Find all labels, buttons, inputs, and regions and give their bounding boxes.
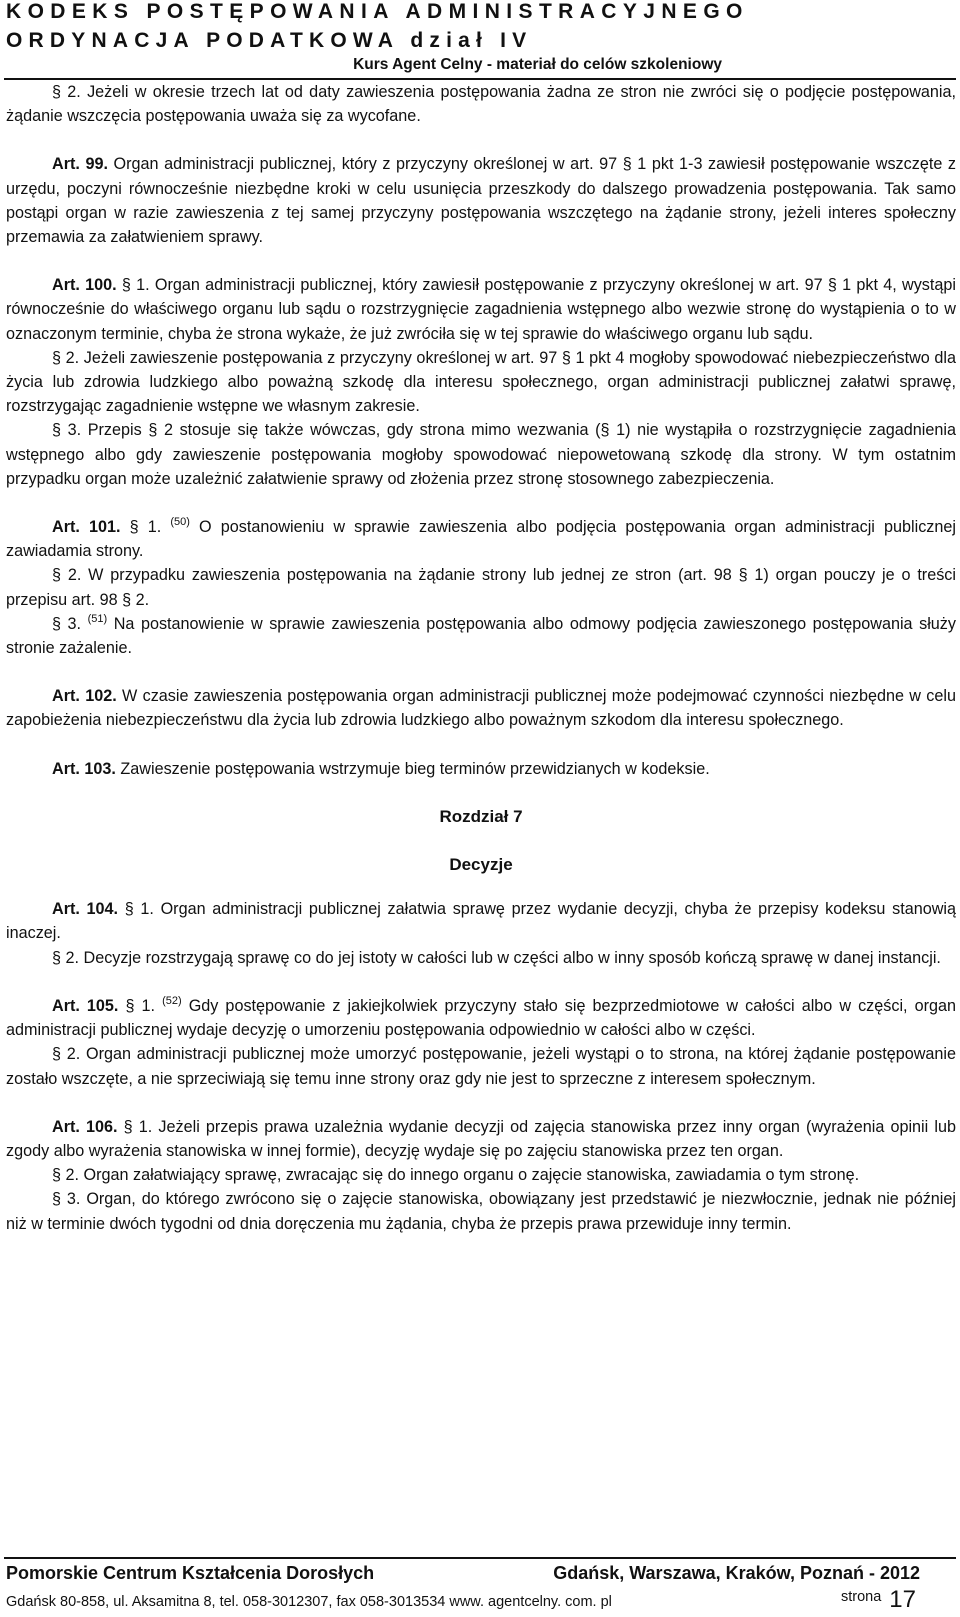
footer-organization: Pomorskie Centrum Kształcenia Dorosłych	[6, 1563, 375, 1583]
article-text: Organ administracji publicznej, który z przyczyny określonej w art. 97 § 1 pkt 1-3 zawiesił postępowanie wszczęte z urzędu, poczyni równocześnie niezbędne kroki w celu usunięcia przeszkody do dalszego prowadzenia postępowania. Tak samo postąpi organ w razie zawieszenia z tej samej przyczyny postępowania wszczętego na żądanie strony, jeżeli interes społeczny przemawia za załatwieniem sprawy.	[6, 155, 956, 247]
article-100-p2: § 2. Jeżeli zawieszenie postępowania z przyczyny określonej w art. 97 § 1 pkt 4 mogłoby spowodować niebezpieczeństwo dla życia lub zdrowia ludzkiego albo poważną szkodę dla interesu społecznego, organ administracji publicznej załatwi sprawę, rozstrzygając zagadnienie wstępne we własnym zakresie.	[6, 348, 956, 416]
article-text: Na postanowienie w sprawie zawieszenia postępowania albo odmowy podjęcia zawieszonego postępowania służy stronie zażalenie.	[6, 614, 956, 658]
article-101	[6, 515, 956, 563]
article-number: Art. 106.	[52, 1117, 118, 1136]
article-text: § 1. Organ administracji publicznej, który zawiesił postępowanie z przyczyny określonej w art. 97 § 1 pkt 4, wystąpi równocześnie do właściwego organu lub sądu o rozstrzygnięcie zagadnienia wstępnego albo wezwie stronę do wystąpienia o to w oznaczonym terminie, chyba że strona wykaże, że już zwróciła się w tej sprawie do właściwego organu lub sądu.	[6, 276, 956, 343]
article-99	[6, 152, 956, 249]
article-100	[6, 273, 956, 346]
footer-divider	[4, 1557, 956, 1559]
header-title: KODEKS POSTĘPOWANIA ADMINISTRACYJNEGO	[6, 0, 749, 23]
article-number: Art. 105.	[52, 996, 119, 1015]
footnote-ref: (50)	[170, 516, 190, 529]
article-104-p2: § 2. Decyzje rozstrzygają sprawę co do jej istoty w całości lub w części albo w inny sposób kończą sprawę w danej instancji.	[52, 948, 941, 967]
paragraph-art98-p2: § 2. Jeżeli w okresie trzech lat od daty zawieszenia postępowania żadna ze stron nie zwróci się o podjęcie postępowania, żądanie wszczęcia postępowania uważa się za wycofane.	[6, 83, 956, 126]
page-number: 17	[889, 1586, 916, 1613]
paragraph-lead: § 1.	[118, 996, 163, 1015]
footnote-ref: (52)	[162, 994, 182, 1007]
article-103	[6, 757, 956, 781]
article-106	[6, 1115, 956, 1163]
article-text: O postanowieniu w sprawie zawieszenia albo podjęcia postępowania organ administracji publicznej zawiadamia strony.	[6, 518, 957, 561]
paragraph-lead: § 3.	[52, 614, 88, 633]
header-course-note: Kurs Agent Celny - materiał do celów szkoleniowy	[353, 56, 722, 73]
document-body	[6, 80, 956, 1236]
page-label: strona	[840, 1589, 882, 1605]
page-indicator	[841, 1586, 916, 1614]
article-number: Art. 99.	[52, 155, 108, 174]
footnote-ref: (51)	[87, 612, 108, 625]
footer-address: Gdańsk 80-858, ul. Aksamitna 8, tel. 058-3012307, fax 058-3013534 www. agentcelny. com. pl	[6, 1594, 612, 1610]
article-number: Art. 102.	[52, 687, 117, 706]
article-number: Art. 103.	[52, 759, 116, 778]
article-text: § 1. Organ administracji publicznej załatwia sprawę przez wydanie decyzji, chyba że przepisy kodeksu stanowią inaczej.	[6, 900, 956, 943]
article-106-p3: § 3. Organ, do którego zwrócono się o zajęcie stanowiska, obowiązany jest przedstawić je niezwłocznie, jednak nie później niż w terminie dwóch tygodni od dnia doręczenia mu żądania, chyba że przepis prawa przewiduje inny termin.	[6, 1190, 956, 1233]
article-101-p2: § 2. W przypadku zawieszenia postępowania na żądanie strony lub jednej ze stron (art. 98 § 1) organ pouczy je o treści przepisu art. 98 § 2.	[6, 566, 956, 609]
article-text: Zawieszenie postępowania wstrzymuje bieg terminów przewidzianych w kodeksie.	[115, 759, 710, 778]
article-text: § 1. Jeżeli przepis prawa uzależnia wydanie decyzji od zajęcia stanowiska przez inny organ (wyrażenia opinii lub zgody albo wyrażenia stanowiska w innej formie), decyzję wydaje się po zajęciu stanowiska przez ten organ.	[6, 1117, 956, 1160]
article-106-p2: § 2. Organ załatwiający sprawę, zwracając się do innego organu o zajęcie stanowiska, zawiadamia o tym stronę.	[52, 1166, 860, 1185]
chapter-title: Decyzje	[449, 855, 513, 875]
article-number: Art. 104.	[52, 900, 119, 919]
article-number: Art. 100.	[52, 276, 117, 295]
article-text: Gdy postępowanie z jakiejkolwiek przyczyny stało się bezprzedmiotowe w całości albo w części, organ administracji publicznej wydaje decyzję o umorzeniu postępowania odpowiednio w całości albo w części.	[6, 996, 956, 1040]
article-101-p3	[6, 612, 956, 660]
footer-contact	[6, 1586, 916, 1613]
article-104	[6, 897, 956, 945]
article-105-p2: § 2. Organ administracji publicznej może umorzyć postępowanie, jeżeli wystąpi o to strona, na której żądanie postępowanie zostało wszczęte, a nie sprzeciwiają się temu inne strony oraz gdy nie jest to sprzeczne z interesem społecznym.	[6, 1045, 956, 1088]
article-102	[6, 684, 956, 732]
footer-cities: Gdańsk, Warszawa, Kraków, Poznań - 2012	[553, 1563, 920, 1583]
article-100-p3: § 3. Przepis § 2 stosuje się także wówczas, gdy strona mimo wezwania (§ 1) nie wystąpiła o rozstrzygnięcie zagadnienia wstępnego albo gdy zawieszenie postępowania mogłoby spowodować niepowetowaną szkodę dla strony. W tym ostatnim przypadku organ może uzależnić załatwienie sprawy od złożenia przez stronę stosownego zabezpieczenia.	[6, 421, 956, 488]
article-text: W czasie zawieszenia postępowania organ administracji publicznej może podejmować czynności niezbędne w celu zapobieżenia niebezpieczeństwu dla życia lub zdrowia ludzkiego albo poważnym szkodom dla interesu społecznego.	[6, 687, 956, 730]
chapter-heading: Rozdział 7	[439, 806, 523, 826]
article-105	[6, 994, 956, 1042]
article-number: Art. 101.	[52, 518, 121, 537]
header-subtitle: ORDYNACJA PODATKOWA dział IV	[6, 29, 533, 52]
paragraph-lead: § 1.	[120, 518, 171, 537]
footer-main	[6, 1563, 920, 1584]
